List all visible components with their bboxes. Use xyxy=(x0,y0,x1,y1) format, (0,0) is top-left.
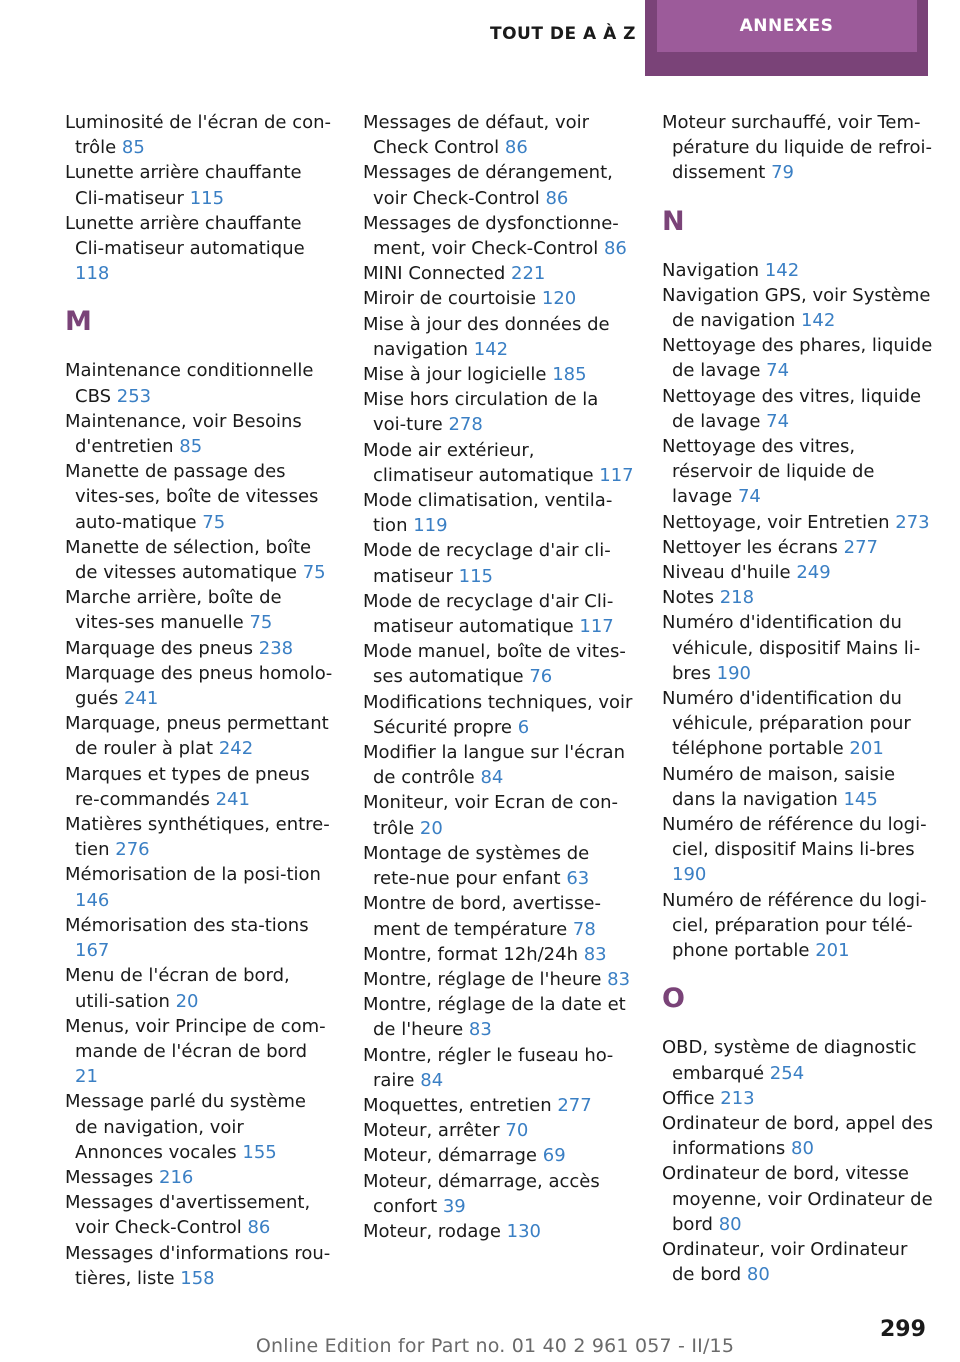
index-column-2 xyxy=(363,110,635,1244)
page-reference-link[interactable]: 145 xyxy=(843,788,878,810)
index-entry-text: Marquage des pneus homolo‐gués xyxy=(65,662,333,710)
index-entry xyxy=(65,913,333,963)
index-entry xyxy=(65,1190,333,1240)
index-entry-text: Notes xyxy=(662,587,714,609)
page-reference-link[interactable]: 241 xyxy=(124,688,159,710)
index-entry-text: Moteur, démarrage xyxy=(363,1145,538,1167)
page-reference-link[interactable]: 130 xyxy=(506,1220,541,1242)
page-reference-link[interactable]: 85 xyxy=(121,137,145,159)
page-reference-link[interactable]: 115 xyxy=(189,187,225,209)
index-entry xyxy=(363,211,635,261)
index-entry xyxy=(662,258,934,283)
index-entry-text: Manette de sélection, boîte de vitesses automatique xyxy=(65,536,312,584)
index-entry-text: Messages d'informations rou‐tières, liste xyxy=(65,1242,331,1289)
page-reference-link[interactable]: 221 xyxy=(511,263,546,285)
index-entry xyxy=(65,762,333,812)
edition-footer: Online Edition for Part no. 01 40 2 961 057 - II/15 xyxy=(255,1335,735,1357)
index-entry xyxy=(363,488,635,538)
page-reference-link[interactable]: 83 xyxy=(583,943,607,965)
index-entry xyxy=(662,434,934,510)
index-entry xyxy=(363,1219,635,1244)
index-entry xyxy=(65,1089,333,1165)
page-reference-link[interactable]: 85 xyxy=(179,436,203,458)
index-entry xyxy=(662,1086,934,1111)
page-reference-link[interactable]: 213 xyxy=(720,1087,755,1109)
index-entry xyxy=(662,610,934,686)
index-entry-text: Mode manuel, boîte de vites‐ses automatique xyxy=(363,641,626,688)
index-entry-text: Niveau d'huile xyxy=(662,562,791,584)
index-entry-text: Menus, voir Principe de com‐mande de l'écran de bord xyxy=(65,1015,326,1062)
index-entry-text: Moteur, arrêter xyxy=(363,1120,500,1142)
page-reference-link[interactable]: 201 xyxy=(849,738,884,760)
index-entry xyxy=(363,790,635,840)
page-reference-link[interactable]: 69 xyxy=(542,1145,566,1167)
index-entry xyxy=(363,639,635,689)
page-reference-link[interactable]: 242 xyxy=(218,738,254,760)
index-entry xyxy=(363,992,635,1042)
page-reference-link[interactable]: 84 xyxy=(420,1069,444,1091)
index-entry-text: Numéro de maison, saisie dans la navigation xyxy=(662,763,896,810)
index-entry xyxy=(65,636,333,661)
index-entry-text: Numéro de référence du logi‐ciel, préparation pour télé‐phone portable xyxy=(662,889,927,962)
index-entry-text: Matières synthétiques, entre‐tien xyxy=(65,814,330,861)
page-reference-link[interactable]: 185 xyxy=(552,364,587,386)
index-entry-text: Marques et types de pneus re‐commandés xyxy=(65,763,310,810)
index-entry xyxy=(662,888,934,964)
page-reference-link[interactable]: 142 xyxy=(800,310,836,332)
page-reference-link[interactable]: 118 xyxy=(75,263,110,285)
index-entry xyxy=(363,286,635,311)
section-tab: TOUT DE A À Z xyxy=(490,24,636,44)
index-entry-text: Marquage, pneus permettant de rouler à plat xyxy=(65,713,329,760)
index-entry xyxy=(65,160,333,210)
page-reference-link[interactable]: 277 xyxy=(557,1094,592,1116)
index-entry xyxy=(662,1111,934,1161)
page-reference-link[interactable]: 241 xyxy=(215,788,250,810)
chapter-tab-label: ANNEXES xyxy=(657,0,917,52)
index-entry-text: Navigation GPS, voir Système de navigation xyxy=(662,284,931,332)
index-entry xyxy=(662,686,934,762)
index-entry-text: Numéro de référence du logi‐ciel, dispositif Mains li‐bres xyxy=(662,814,927,861)
index-entry xyxy=(363,589,635,639)
index-entry-text: Manette de passage des vites‐ses, boîte de vitesses auto‐matique xyxy=(65,461,319,533)
index-entry-text: Lunette arrière chauffante Cli‐matiseur automatique xyxy=(65,212,305,260)
index-entry-text: Mise hors circulation de la voi‐ture xyxy=(363,389,599,436)
index-entry-text: Modifier la langue sur l'écran de contrôle xyxy=(363,742,625,789)
page-reference-link[interactable]: 83 xyxy=(607,968,631,990)
index-entry-text: Nettoyage, voir Entretien xyxy=(662,511,890,533)
index-entry xyxy=(662,535,934,560)
index-entry-text: Marche arrière, boîte de vites‐ses manuelle xyxy=(65,587,282,634)
index-entry-text: Message parlé du système de navigation, voir Annonces vocales xyxy=(65,1091,306,1163)
page-reference-link[interactable]: 249 xyxy=(796,562,831,584)
index-entry xyxy=(65,358,333,408)
page-reference-link[interactable]: 278 xyxy=(448,414,483,436)
index-entry-text: Numéro d'identification du véhicule, dispositif Mains li‐bres xyxy=(662,612,921,684)
index-entry xyxy=(65,711,333,761)
index-entry-text: Montre, réglage de l'heure xyxy=(363,968,602,990)
index-entry-text: Messages de défaut, voir Check Control xyxy=(363,112,590,159)
index-entry xyxy=(662,762,934,812)
index-letter-heading: O xyxy=(662,983,685,1015)
index-entry xyxy=(65,812,333,862)
page-reference-link[interactable]: 74 xyxy=(766,360,790,382)
index-entry-text: Mode de recyclage d'air cli‐matiseur xyxy=(363,540,611,587)
page-reference-link[interactable]: 167 xyxy=(75,940,110,962)
chapter-tab xyxy=(645,0,928,76)
index-entry-text: Moteur, démarrage, accès confort xyxy=(363,1170,600,1217)
page-reference-link[interactable]: 75 xyxy=(202,511,226,533)
page-reference-link[interactable]: 86 xyxy=(247,1217,271,1239)
page-reference-link[interactable]: 155 xyxy=(242,1141,277,1163)
index-entry xyxy=(65,1014,333,1090)
page-reference-link[interactable]: 277 xyxy=(843,536,878,558)
index-entry xyxy=(363,387,635,437)
index-entry-text: Montre de bord, avertisse‐ment de température xyxy=(363,893,601,940)
index-entry xyxy=(363,160,635,210)
index-column-1 xyxy=(65,110,333,1291)
index-entry-text: Ordinateur, voir Ordinateur de bord xyxy=(662,1238,908,1286)
index-entry xyxy=(363,690,635,740)
index-entry-text: Mémorisation des sta‐tions xyxy=(65,914,309,936)
index-entry-text: Montage de systèmes de rete‐nue pour enfant xyxy=(363,842,590,890)
page-reference-link[interactable]: 238 xyxy=(258,637,294,659)
index-entry-text: Mode de recyclage d'air Cli‐matiseur automatique xyxy=(363,590,614,638)
index-entry xyxy=(65,585,333,635)
page-reference-link[interactable]: 74 xyxy=(737,486,761,508)
index-entry-text: Messages de dysfonctionne‐ment, voir Check-Control xyxy=(363,212,619,260)
index-entry xyxy=(662,1161,934,1237)
index-entry-text: OBD, système de diagnostic embarqué xyxy=(662,1037,917,1084)
page-reference-link[interactable]: 70 xyxy=(505,1120,529,1142)
index-entry-text: Montre, format 12h/24h xyxy=(363,943,578,965)
index-entry xyxy=(662,812,934,888)
index-entry-text: Office xyxy=(662,1087,715,1109)
index-entry xyxy=(363,538,635,588)
page-reference-link[interactable]: 75 xyxy=(302,562,326,584)
index-entry-text: Mode air extérieur, climatiseur automatique xyxy=(363,439,594,486)
index-entry-text: Montre, régler le fuseau ho‐raire xyxy=(363,1044,614,1091)
index-entry xyxy=(662,1035,934,1085)
index-entry-text: Mise à jour logicielle xyxy=(363,364,547,386)
index-entry xyxy=(65,661,333,711)
index-entry xyxy=(662,510,934,535)
index-entry-text: Montre, réglage de la date et de l'heure xyxy=(363,994,626,1041)
index-entry xyxy=(662,283,934,333)
index-entry xyxy=(363,110,635,160)
page-reference-link[interactable]: 78 xyxy=(572,918,596,940)
page-reference-link[interactable]: 84 xyxy=(480,767,504,789)
page-reference-link[interactable]: 190 xyxy=(716,662,751,684)
page-reference-link[interactable]: 190 xyxy=(672,864,707,886)
page-reference-link[interactable]: 75 xyxy=(249,612,273,634)
page-reference-link[interactable]: 142 xyxy=(473,338,509,360)
index-entry-text: Nettoyer les écrans xyxy=(662,536,838,558)
index-entry-text: Nettoyage des vitres, liquide de lavage xyxy=(662,385,922,432)
index-entry-text: Moteur surchauffé, voir Tem‐pérature du liquide de refroi‐dissement xyxy=(662,112,932,184)
index-entry-text: Messages xyxy=(65,1166,154,1188)
index-entry-text: Nettoyage des phares, liquide de lavage xyxy=(662,335,933,382)
index-entry xyxy=(363,740,635,790)
index-entry xyxy=(65,535,333,585)
index-entry xyxy=(363,1118,635,1143)
page-reference-link[interactable]: 146 xyxy=(75,889,110,911)
page-reference-link[interactable]: 253 xyxy=(116,385,152,407)
index-entry xyxy=(363,261,635,286)
page-reference-link[interactable]: 120 xyxy=(541,288,577,310)
index-entry-text: Mise à jour des données de navigation xyxy=(363,313,610,360)
page-reference-link[interactable]: 6 xyxy=(517,716,530,738)
page-reference-link[interactable]: 117 xyxy=(599,464,634,486)
page-reference-link[interactable]: 117 xyxy=(579,616,614,638)
index-entry xyxy=(363,891,635,941)
page-reference-link[interactable]: 83 xyxy=(468,1019,492,1041)
index-entry xyxy=(363,1143,635,1168)
index-entry xyxy=(662,110,934,186)
page-reference-link[interactable]: 86 xyxy=(603,238,627,260)
index-entry-text: Menu de l'écran de bord, utili‐sation xyxy=(65,965,290,1012)
index-entry xyxy=(65,409,333,459)
index-entry xyxy=(662,1237,934,1287)
page-reference-link[interactable]: 21 xyxy=(75,1066,98,1088)
page-reference-link[interactable]: 80 xyxy=(718,1213,742,1235)
index-entry-text: Moteur, rodage xyxy=(363,1220,501,1242)
index-entry-text: Messages d'avertissement, voir Check-Control xyxy=(65,1192,311,1239)
page-reference-link[interactable]: 39 xyxy=(442,1195,466,1217)
index-letter-heading: M xyxy=(65,306,92,338)
page-reference-link[interactable]: 119 xyxy=(413,515,448,537)
page-reference-link[interactable]: 76 xyxy=(529,666,553,688)
index-entry xyxy=(363,841,635,891)
index-entry-text: MINI Connected xyxy=(363,263,506,285)
index-entry xyxy=(65,963,333,1013)
index-entry xyxy=(363,942,635,967)
index-entry xyxy=(65,862,333,912)
index-entry xyxy=(65,459,333,535)
index-entry-text: Nettoyage des vitres, réservoir de liquide de lavage xyxy=(662,436,875,508)
index-entry-text: Ordinateur de bord, appel des informations xyxy=(662,1112,933,1160)
index-entry-text: Miroir de courtoisie xyxy=(363,288,537,310)
page-reference-link[interactable]: 158 xyxy=(180,1267,215,1289)
index-entry-text: Luminosité de l'écran de con‐trôle xyxy=(65,112,332,159)
page-reference-link[interactable]: 80 xyxy=(791,1138,814,1160)
page-reference-link[interactable]: 218 xyxy=(719,587,755,609)
index-entry-text: Maintenance conditionnelle CBS xyxy=(65,360,314,407)
index-entry-text: Marquage des pneus xyxy=(65,637,254,659)
page-reference-link[interactable]: 273 xyxy=(895,511,930,533)
index-entry xyxy=(363,438,635,488)
index-entry-text: Maintenance, voir Besoins d'entretien xyxy=(65,410,302,458)
index-letter-heading: N xyxy=(662,205,685,237)
page-number: 299 xyxy=(880,1317,926,1342)
page-reference-link[interactable]: 201 xyxy=(815,940,850,962)
page-reference-link[interactable]: 63 xyxy=(566,868,590,890)
page-reference-link[interactable]: 86 xyxy=(504,137,528,159)
index-entry xyxy=(65,110,333,160)
page-reference-link[interactable]: 79 xyxy=(771,162,794,184)
index-entry xyxy=(65,1241,333,1291)
index-entry xyxy=(363,1169,635,1219)
index-entry xyxy=(363,967,635,992)
page-reference-link[interactable]: 216 xyxy=(159,1166,194,1188)
index-entry xyxy=(65,211,333,287)
header-tabs xyxy=(0,0,960,78)
index-entry-text: Ordinateur de bord, vitesse moyenne, voir Ordinateur de bord xyxy=(662,1163,933,1235)
index-entry-text: Modifications techniques, voir Sécurité propre xyxy=(363,691,633,738)
index-entry xyxy=(363,1093,635,1118)
index-entry xyxy=(363,362,635,387)
page-reference-link[interactable]: 20 xyxy=(175,990,199,1012)
page-reference-link[interactable]: 20 xyxy=(419,817,443,839)
index-entry-text: Numéro d'identification du véhicule, préparation pour téléphone portable xyxy=(662,688,911,760)
index-entry-text: Mode climatisation, ventila‐tion xyxy=(363,490,613,537)
index-entry xyxy=(662,384,934,434)
page-reference-link[interactable]: 80 xyxy=(746,1264,770,1286)
index-entry xyxy=(363,1043,635,1093)
index-entry xyxy=(662,560,934,585)
index-entry xyxy=(662,585,934,610)
index-entry-text: Lunette arrière chauffante Cli‐matiseur xyxy=(65,162,302,209)
page-reference-link[interactable]: 276 xyxy=(115,839,150,861)
page-reference-link[interactable]: 86 xyxy=(545,187,569,209)
page-reference-link[interactable]: 115 xyxy=(458,565,493,587)
index-entry-text: Mémorisation de la posi‐tion xyxy=(65,864,321,886)
index-entry-text: Moquettes, entretien xyxy=(363,1094,552,1116)
index-column-3 xyxy=(662,110,934,1287)
index-entry xyxy=(363,312,635,362)
index-entry-text: Navigation xyxy=(662,259,760,281)
index-entry-text: Moniteur, voir Ecran de con‐trôle xyxy=(363,792,618,839)
page-reference-link[interactable]: 74 xyxy=(766,410,790,432)
index-entry xyxy=(65,1165,333,1190)
index-entry xyxy=(662,333,934,383)
page-reference-link[interactable]: 254 xyxy=(769,1062,805,1084)
index-entry-text: Messages de dérangement, voir Check-Control xyxy=(363,162,613,209)
page-reference-link[interactable]: 142 xyxy=(764,259,800,281)
